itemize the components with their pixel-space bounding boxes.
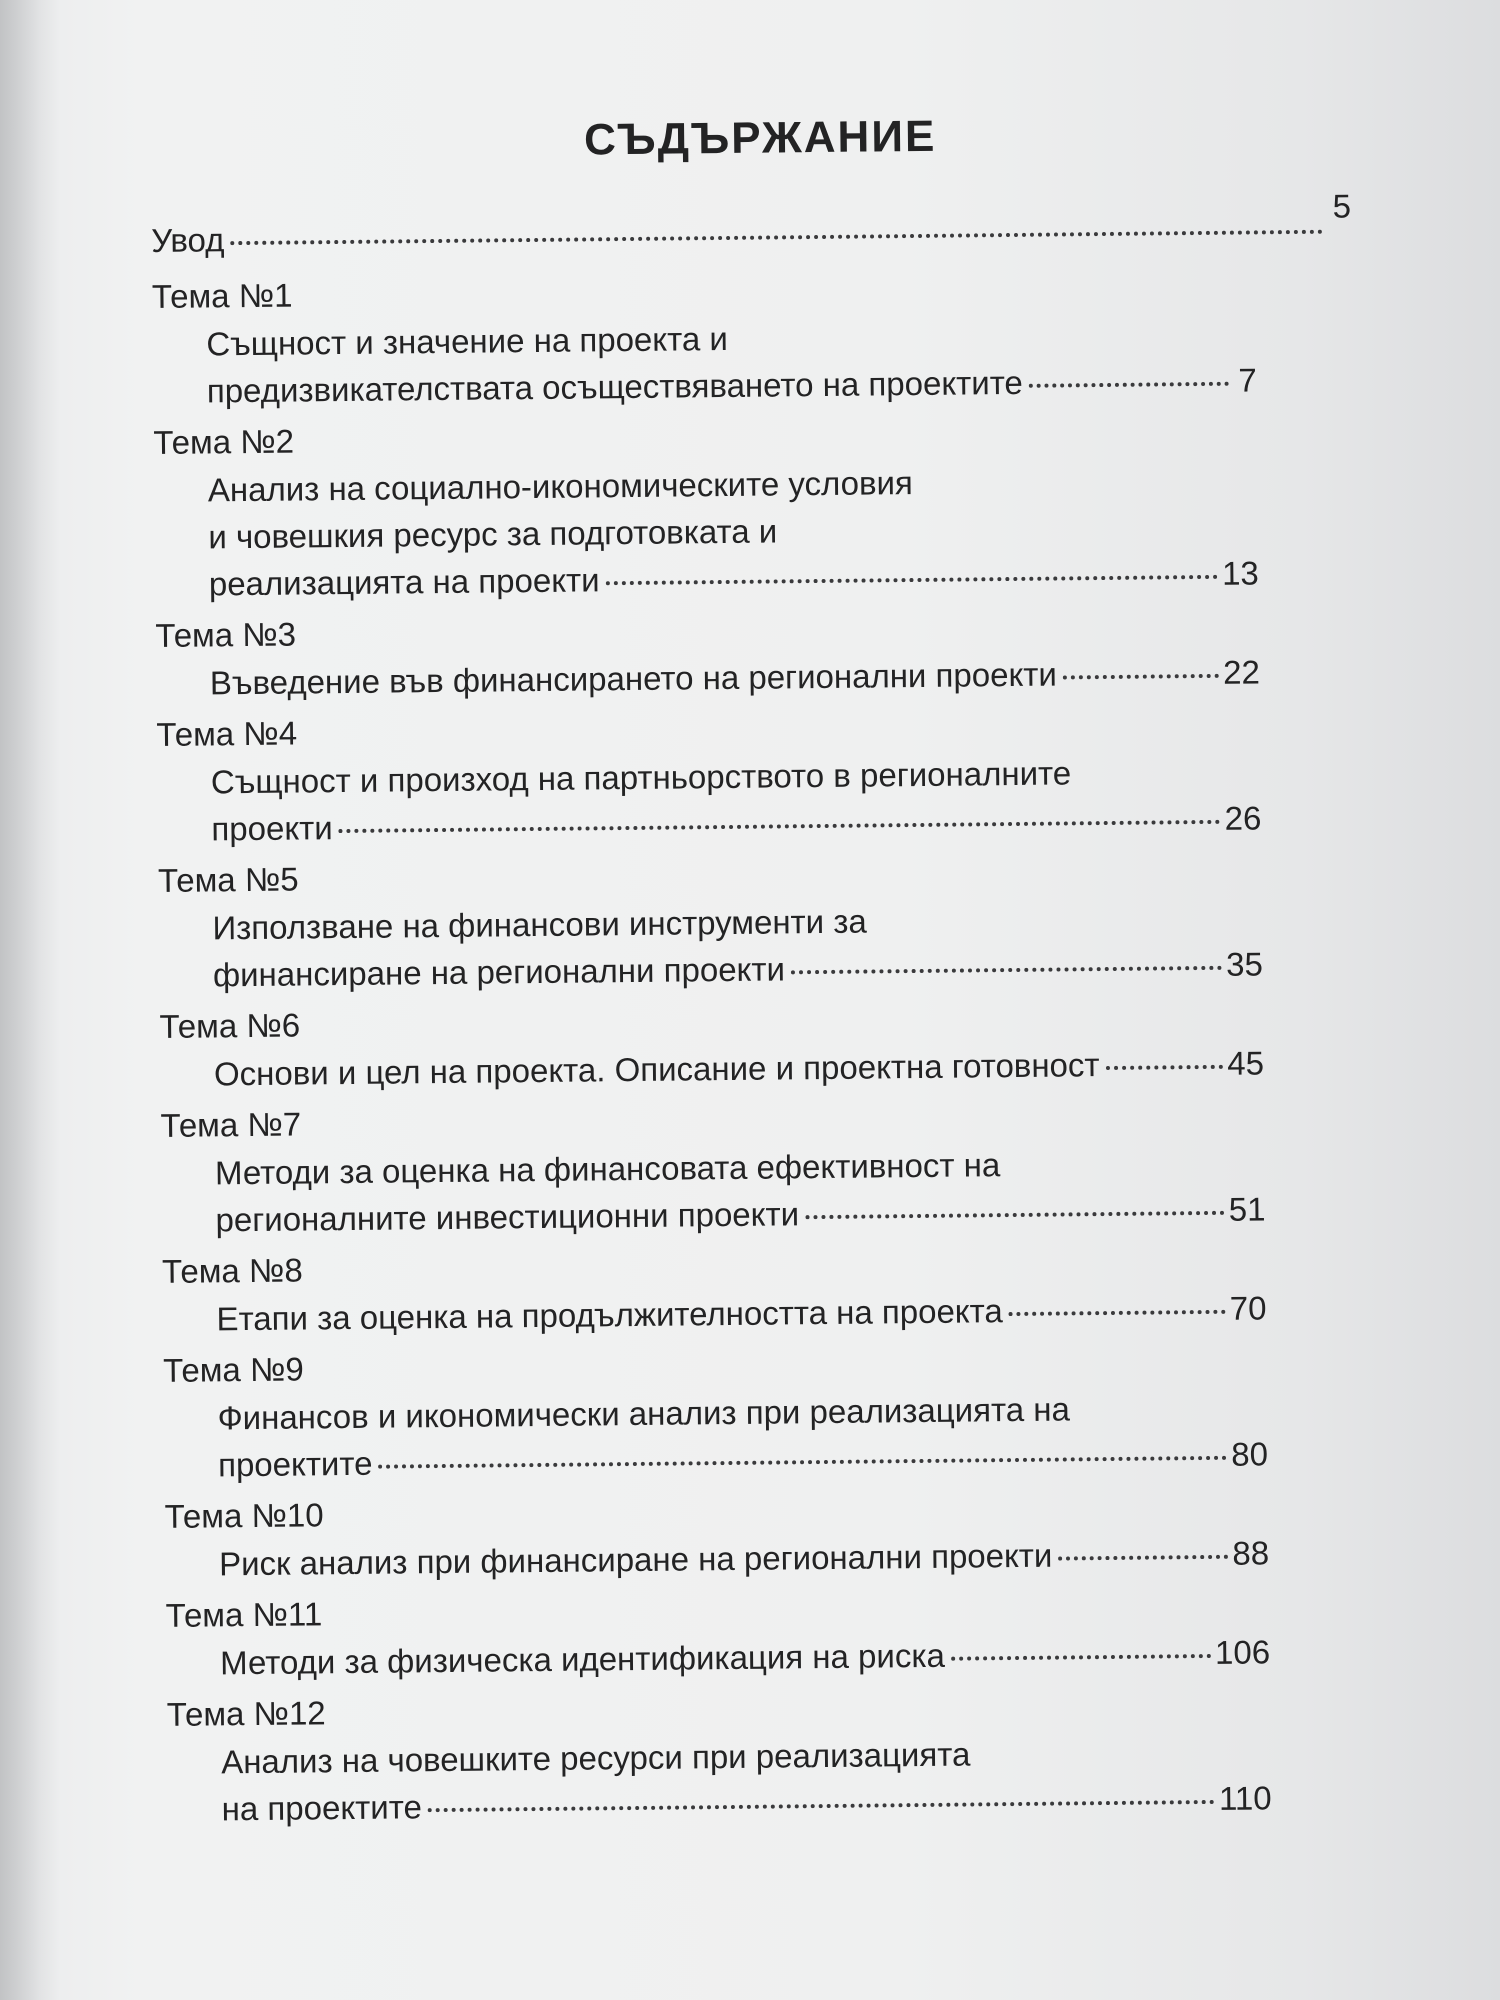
- topic-title-text: Същност и значение на проекта и: [206, 319, 728, 363]
- topic-label: Тема №10: [164, 1496, 324, 1535]
- toc-entry: [153, 406, 1355, 608]
- toc-line: [207, 356, 1257, 414]
- toc-entry: [156, 698, 1357, 853]
- toc-entry: [162, 1235, 1363, 1343]
- page-number: 13: [1221, 554, 1259, 592]
- topic-title-text: и човешкия ресурс за подготовката и: [208, 512, 778, 556]
- dot-leader: [951, 1654, 1211, 1661]
- dot-leader: [606, 575, 1219, 585]
- topic-list: [152, 260, 1368, 1832]
- dot-leader: [378, 1456, 1227, 1469]
- topic-title-text: Риск анализ при финансиране на регионални проекти: [218, 1536, 1053, 1583]
- toc-line: [220, 1628, 1270, 1686]
- topic-title-text: предизвикателствата осъществяването на проектите: [206, 363, 1023, 410]
- topic-title-text: Основи и цел на проекта. Описание и проектна готовност: [213, 1046, 1100, 1093]
- toc-entry: [163, 1334, 1364, 1489]
- binding-shadow: [0, 0, 60, 2000]
- toc-line: [209, 549, 1259, 607]
- toc-entry: [159, 990, 1360, 1098]
- topic-body: [152, 309, 1257, 415]
- topic-label: Тема №6: [159, 1006, 301, 1045]
- topic-body: [161, 1138, 1266, 1244]
- topic-body: [163, 1383, 1268, 1489]
- topic-label: Тема №3: [155, 615, 297, 654]
- topic-title-text: Въведение във финансирането на регионални проекти: [209, 655, 1058, 702]
- page-number: 22: [1222, 653, 1261, 691]
- page-number: 7: [1238, 361, 1257, 399]
- topic-title-text: проекти: [211, 809, 333, 848]
- page-number: 35: [1225, 945, 1264, 983]
- page-number: 110: [1218, 1779, 1272, 1817]
- toc-entry: [166, 1678, 1367, 1833]
- dot-leader: [791, 966, 1222, 975]
- toc-line: [210, 648, 1260, 706]
- toc-entry-label: Увод: [151, 221, 225, 259]
- topic-title-text: Финансов и икономически анализ при реализацията на: [217, 1390, 1070, 1437]
- toc-line: [221, 1774, 1271, 1832]
- dot-leader: [230, 230, 1323, 245]
- topic-body: [158, 893, 1263, 999]
- dot-leader: [339, 820, 1221, 833]
- page-number: 70: [1229, 1289, 1267, 1327]
- toc-line: [219, 1529, 1269, 1587]
- toc-line: [214, 1039, 1264, 1097]
- dot-leader: [1009, 1310, 1226, 1316]
- page-title: СЪДЪРЖАНИЕ: [583, 111, 937, 165]
- page-number: 51: [1228, 1190, 1266, 1228]
- toc-entry: [152, 260, 1353, 415]
- topic-title-text: Методи за физическа идентификация на риска: [219, 1636, 946, 1682]
- topic-label: Тема №8: [161, 1251, 303, 1290]
- topic-title-text: Анализ на социално-икономическите условия: [207, 464, 914, 509]
- toc-entry: [160, 1089, 1361, 1244]
- toc-entry-intro: [151, 187, 1352, 269]
- page-number: 5: [1332, 187, 1352, 225]
- topic-label: Тема №1: [151, 276, 293, 315]
- topic-label: Тема №5: [157, 860, 299, 899]
- toc-entry: [164, 1480, 1365, 1588]
- topic-body: [154, 455, 1259, 608]
- toc-line: [151, 187, 1352, 269]
- topic-title-text: Методи за оценка на финансовата ефективност на: [214, 1146, 1001, 1192]
- table-of-contents: [150, 107, 1368, 1832]
- topic-label: Тема №12: [166, 1694, 326, 1733]
- toc-line: [213, 940, 1263, 998]
- toc-entry: [158, 844, 1359, 999]
- page-number: 88: [1232, 1534, 1270, 1572]
- dot-leader: [1029, 382, 1229, 388]
- page-number: 80: [1231, 1435, 1269, 1473]
- topic-label: Тема №7: [160, 1105, 302, 1144]
- toc-line: [215, 1185, 1265, 1243]
- page-number: 26: [1224, 799, 1262, 837]
- topic-title-text: Етапи за оценка на продължителността на проекта: [216, 1292, 1003, 1338]
- dot-leader: [805, 1211, 1225, 1219]
- topic-label: Тема №9: [162, 1350, 304, 1389]
- page-number: 45: [1227, 1044, 1265, 1082]
- dot-leader: [1106, 1065, 1224, 1070]
- topic-label: Тема №11: [165, 1595, 323, 1634]
- topic-title-text: проектите: [217, 1444, 373, 1484]
- topic-title-text: регионалните инвестиционни проекти: [215, 1195, 800, 1239]
- topic-body: [157, 747, 1262, 853]
- topic-title-text: реализацията на проекти: [208, 561, 600, 603]
- toc-line: [216, 1284, 1266, 1342]
- topic-title-text: на проектите: [221, 1788, 423, 1828]
- topic-title-text: Използване на финансови инструменти за: [212, 902, 867, 947]
- topic-label: Тема №2: [153, 422, 295, 461]
- topic-title-text: Анализ на човешките ресурси при реализацията: [221, 1735, 971, 1781]
- dot-leader: [428, 1800, 1215, 1812]
- toc-entry: [155, 599, 1356, 707]
- topic-body: [167, 1727, 1272, 1833]
- toc-entry: [165, 1579, 1366, 1687]
- topic-title-text: Същност и произход на партньорството в регионалните: [210, 754, 1072, 801]
- dot-leader: [1058, 1555, 1228, 1561]
- topic-title-text: финансиране на регионални проекти: [212, 950, 786, 994]
- dot-leader: [1063, 674, 1219, 680]
- page-number: 106: [1214, 1633, 1271, 1671]
- topic-label: Тема №4: [156, 714, 298, 753]
